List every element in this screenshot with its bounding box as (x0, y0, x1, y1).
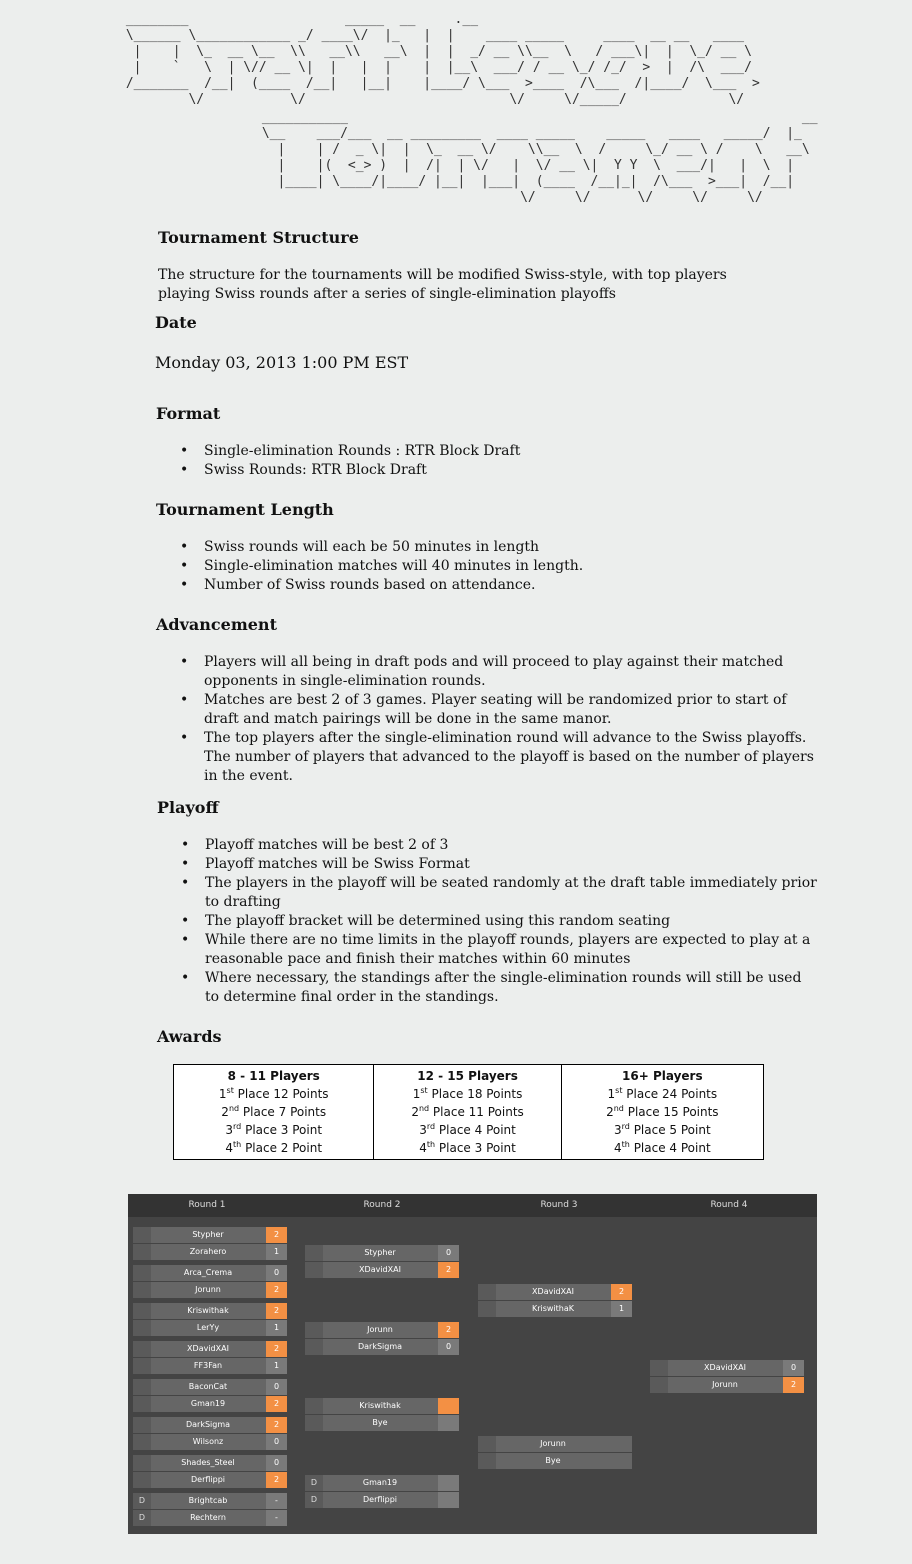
round-1-label: Round 1 (188, 1200, 226, 1210)
bracket-player-slot (305, 1339, 459, 1355)
player-name: Arca_Crema (183, 1268, 233, 1277)
bracket-player-slot (133, 1303, 287, 1319)
awards-column (561, 1065, 763, 1160)
advancement-item: • The top players after the single-elimination round will advance to the Swiss playoffs. The number of players that advanced to the playoff is based on the number of players in the event. (204, 729, 816, 786)
playoff-item: • Where necessary, the standings after the single-elimination rounds will still be used to determine final order in the standings. (205, 969, 817, 1007)
tournament-bracket (128, 1194, 817, 1534)
player-name: Bye (372, 1418, 388, 1427)
slot-tag (133, 1434, 151, 1450)
player-name: Zorahero (189, 1247, 227, 1256)
player-score: 0 (266, 1379, 287, 1395)
awards-place-row: 2nd Place 15 Points (606, 1104, 719, 1119)
format-heading: Format (156, 404, 221, 423)
length-item: • Single-elimination matches will 40 minutes in length. (204, 557, 804, 576)
player-score (438, 1475, 459, 1491)
slot-tag (478, 1453, 496, 1469)
slot-tag (478, 1436, 496, 1452)
slot-tag (133, 1358, 151, 1374)
bracket-player-slot (305, 1245, 459, 1261)
bracket-player-slot (650, 1360, 804, 1376)
format-item: • Single-elimination Rounds : RTR Block Draft (204, 442, 804, 461)
playoff-item: • The playoff bracket will be determined using this random seating (205, 912, 817, 931)
player-score: - (266, 1493, 287, 1509)
player-score: 2 (266, 1282, 287, 1298)
awards-place-row: 1st Place 12 Points (218, 1086, 329, 1101)
player-score: 2 (266, 1227, 287, 1243)
bracket-player-slot (650, 1377, 804, 1393)
player-name: Jorunn (712, 1380, 738, 1389)
bracket-player-slot (305, 1322, 459, 1338)
player-score: 0 (266, 1265, 287, 1281)
player-name: XDavidXAI (704, 1363, 746, 1372)
awards-place-row: 3rd Place 4 Point (419, 1122, 516, 1137)
bracket-player-slot (305, 1492, 459, 1508)
structure-heading: Tournament Structure (158, 228, 359, 247)
player-name: FF3Fan (193, 1361, 223, 1370)
awards-column (174, 1065, 374, 1160)
slot-tag (305, 1339, 323, 1355)
bracket-player-slot (478, 1284, 632, 1300)
player-name: Gman19 (190, 1399, 226, 1408)
player-score: 2 (438, 1262, 459, 1278)
player-name: DarkSigma (185, 1420, 231, 1429)
player-name: Shades_Steel (181, 1458, 235, 1467)
player-score: 1 (611, 1301, 632, 1317)
bracket-player-slot (305, 1262, 459, 1278)
advancement-list (156, 653, 816, 786)
slot-tag: D (133, 1510, 151, 1526)
slot-tag (133, 1341, 151, 1357)
player-name: Jorunn (540, 1439, 566, 1448)
player-name: Wilsonz (192, 1437, 224, 1446)
player-name: LerYy (196, 1323, 220, 1332)
bracket-player-slot (133, 1472, 287, 1488)
bracket-player-slot (133, 1434, 287, 1450)
player-score: 2 (266, 1472, 287, 1488)
format-item: • Swiss Rounds: RTR Block Draft (204, 461, 804, 480)
awards-place-row: 4th Place 3 Point (419, 1140, 516, 1155)
title-ascii-banner: ________ _____ __ .__ \______ \____________ _/ ____\/ |_ | | ____ _____ ____ __ __ ____ | | \_ __ \__ \\ __\\ __\ | | _/ __ \\__ \ / ___\| | \_/ __ \ | ` \ | \// __ \| | | | | |__\ ___/ / __ \_/ /_/ > | /\ ___/ /_______ /__| (____ /__| |__| |____/ \___ >____ /\___ /|____/ \___ > \/ \/ \/ \/_____/ \/ (125, 12, 760, 107)
player-score: 0 (438, 1245, 459, 1261)
slot-tag (478, 1301, 496, 1317)
player-name: Rechtern (190, 1513, 226, 1522)
slot-tag (305, 1398, 323, 1414)
format-list (156, 442, 804, 480)
awards-place-row: 4th Place 4 Point (614, 1140, 711, 1155)
length-item: • Number of Swiss rounds based on attendance. (204, 576, 804, 595)
advancement-item: • Players will all being in draft pods and will proceed to play against their matched opponents in single-elimination rounds. (204, 653, 816, 691)
player-name: Jorunn (195, 1285, 221, 1294)
bracket-player-slot (133, 1396, 287, 1412)
awards-column-title: 12 - 15 Players (417, 1069, 518, 1083)
awards-table (173, 1064, 764, 1160)
bracket-player-slot (133, 1227, 287, 1243)
slot-tag (133, 1303, 151, 1319)
player-name: Brightcab (188, 1496, 228, 1505)
slot-tag (133, 1320, 151, 1336)
length-heading: Tournament Length (156, 500, 334, 519)
playoff-item: • Playoff matches will be Swiss Format (205, 855, 817, 874)
awards-column (374, 1065, 561, 1160)
player-name: Gman19 (362, 1478, 398, 1487)
slot-tag (650, 1360, 668, 1376)
bracket-header (128, 1194, 817, 1217)
playoff-item: • Playoff matches will be best 2 of 3 (205, 836, 817, 855)
player-score (438, 1415, 459, 1431)
awards-column-title: 16+ Players (622, 1069, 703, 1083)
awards-column-title: 8 - 11 Players (227, 1069, 320, 1083)
player-name: Stypher (364, 1248, 396, 1257)
player-name: Kriswithak (187, 1306, 229, 1315)
date-heading: Date (155, 313, 197, 332)
player-score: - (266, 1510, 287, 1526)
bracket-player-slot (133, 1265, 287, 1281)
player-score: 2 (438, 1322, 459, 1338)
slot-tag (305, 1322, 323, 1338)
playoff-list (157, 836, 817, 1007)
player-score: 1 (266, 1320, 287, 1336)
bracket-player-slot (133, 1244, 287, 1260)
slot-tag (133, 1396, 151, 1412)
player-score: 0 (266, 1434, 287, 1450)
advancement-item: • Matches are best 2 of 3 games. Player seating will be randomized prior to start of draft and match pairings will be done in the same manor. (204, 691, 816, 729)
bracket-player-slot (478, 1301, 632, 1317)
awards-place-row: 4th Place 2 Point (225, 1140, 323, 1155)
slot-tag (305, 1245, 323, 1261)
player-score: 2 (783, 1377, 804, 1393)
player-name: KriswithaK (531, 1304, 575, 1313)
player-name: XDavidXAI (359, 1265, 401, 1274)
bracket-player-slot (133, 1341, 287, 1357)
length-item: • Swiss rounds will each be 50 minutes in length (204, 538, 804, 557)
bracket-player-slot (478, 1453, 632, 1469)
round-3-label: Round 3 (540, 1200, 578, 1210)
bracket-player-slot (133, 1320, 287, 1336)
subtitle-ascii-banner: ___________ __ \__ ___/___ __ _________ ____ _____ _____ ____ _____/ |_ | | / _ \| | \_ __ \/ \\__ \ / \_/ __ \ / \ __\ | |( <_> ) | /| | \/ | \/ __ \| Y Y \ ___/| | \ | |____| \____/|____/ |__| |___| (____ /__|_| /\___ >___| /__| \/ \/ \/ \/ \/ (261, 110, 818, 205)
bracket-player-slot (305, 1415, 459, 1431)
bracket-player-slot (305, 1475, 459, 1491)
slot-tag: D (305, 1475, 323, 1491)
slot-tag (133, 1265, 151, 1281)
player-score: 0 (438, 1339, 459, 1355)
awards-heading: Awards (157, 1027, 222, 1046)
player-name: BaconCat (188, 1382, 228, 1391)
player-name: DarkSigma (357, 1342, 403, 1351)
awards-place-row: 2nd Place 11 Points (411, 1104, 524, 1119)
player-name: Derflippi (362, 1495, 397, 1504)
slot-tag (133, 1417, 151, 1433)
player-score (438, 1492, 459, 1508)
length-list (156, 538, 804, 595)
player-name: Bye (545, 1456, 561, 1465)
slot-tag (478, 1284, 496, 1300)
player-score: 0 (783, 1360, 804, 1376)
bracket-player-slot (133, 1282, 287, 1298)
awards-place-row: 3rd Place 5 Point (614, 1122, 711, 1137)
slot-tag (133, 1455, 151, 1471)
player-name: Kriswithak (359, 1401, 401, 1410)
slot-tag (133, 1379, 151, 1395)
player-name: XDavidXAI (187, 1344, 229, 1353)
player-score: 2 (266, 1417, 287, 1433)
bracket-player-slot (305, 1398, 459, 1414)
date-value: Monday 03, 2013 1:00 PM EST (155, 353, 409, 372)
bracket-player-slot (478, 1436, 632, 1452)
player-name: XDavidXAI (532, 1287, 574, 1296)
playoff-item: • While there are no time limits in the playoff rounds, players are expected to play at a reasonable pace and finish their matches within 60 minutes (205, 931, 817, 969)
slot-tag (133, 1244, 151, 1260)
slot-tag (133, 1472, 151, 1488)
slot-tag (305, 1262, 323, 1278)
player-score (438, 1398, 459, 1414)
player-score: 2 (266, 1396, 287, 1412)
slot-tag: D (305, 1492, 323, 1508)
playoff-heading: Playoff (157, 798, 219, 817)
structure-text: The structure for the tournaments will be modified Swiss-style, with top players playing Swiss rounds after a series of single-elimination playoffs (158, 267, 727, 302)
player-score: 1 (266, 1244, 287, 1260)
awards-place-row: 3rd Place 3 Point (225, 1122, 323, 1137)
slot-tag: D (133, 1493, 151, 1509)
bracket-player-slot (133, 1510, 287, 1526)
awards-place-row: 1st Place 24 Points (607, 1086, 718, 1101)
player-score: 2 (266, 1341, 287, 1357)
round-2-label: Round 2 (363, 1200, 401, 1210)
bracket-player-slot (133, 1417, 287, 1433)
slot-tag (305, 1415, 323, 1431)
player-score: 1 (266, 1358, 287, 1374)
slot-tag (133, 1282, 151, 1298)
bracket-player-slot (133, 1379, 287, 1395)
playoff-item: • The players in the playoff will be seated randomly at the draft table immediately prior to drafting (205, 874, 817, 912)
player-name: Stypher (192, 1230, 224, 1239)
slot-tag (650, 1377, 668, 1393)
awards-place-row: 2nd Place 7 Points (221, 1104, 327, 1119)
slot-tag (133, 1227, 151, 1243)
bracket-player-slot (133, 1493, 287, 1509)
player-name: Jorunn (367, 1325, 393, 1334)
player-score: 0 (266, 1455, 287, 1471)
awards-place-row: 1st Place 18 Points (412, 1086, 523, 1101)
player-score: 2 (611, 1284, 632, 1300)
round-4-label: Round 4 (710, 1200, 748, 1210)
player-score: 2 (266, 1303, 287, 1319)
bracket-player-slot (133, 1358, 287, 1374)
bracket-player-slot (133, 1455, 287, 1471)
advancement-heading: Advancement (156, 615, 277, 634)
player-name: Derflippi (190, 1475, 225, 1484)
